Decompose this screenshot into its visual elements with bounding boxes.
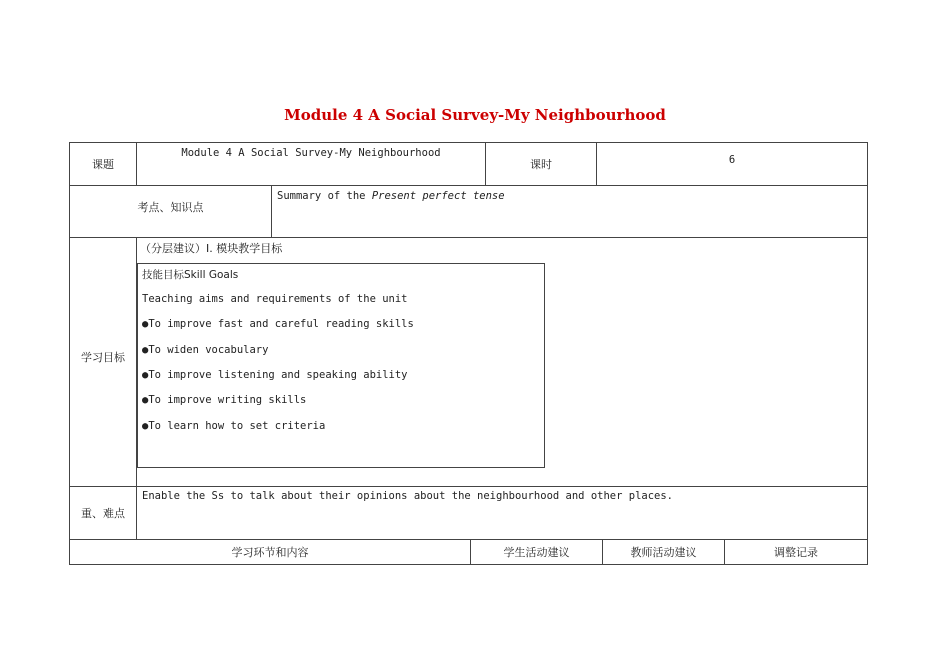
period-label: 课时 bbox=[530, 158, 552, 171]
topic-label: 课题 bbox=[92, 158, 114, 171]
table-border-top bbox=[69, 142, 868, 143]
goal-item: ●To improve writing skills bbox=[142, 394, 307, 406]
row-divider-2 bbox=[69, 237, 868, 238]
header-learning-content: 学习环节和内容 bbox=[231, 546, 309, 559]
key-points-content bbox=[277, 190, 862, 202]
difficulties-content: Enable the Ss to talk about their opinions about the neighbourhood and other places. bbox=[142, 490, 674, 502]
goal-item: ●To improve fast and careful reading skills bbox=[142, 318, 414, 330]
topic-value: Module 4 A Social Survey-My Neighbourhood bbox=[181, 147, 441, 159]
table-border-right bbox=[867, 142, 868, 565]
table-border-bottom bbox=[69, 564, 868, 565]
objectives-label: 学习目标 bbox=[81, 351, 125, 364]
key-points-prefix: Summary of the bbox=[277, 190, 372, 202]
skill-goals-heading: 技能目标Skill Goals bbox=[142, 269, 239, 281]
row-divider-3 bbox=[69, 486, 868, 487]
difficulties-label: 重、难点 bbox=[81, 507, 125, 520]
header-student-activities: 学生活动建议 bbox=[503, 546, 570, 559]
key-points-label: 考点、知识点 bbox=[137, 201, 204, 214]
skill-goals-subheading: Teaching aims and requirements of the unit bbox=[142, 293, 408, 305]
row2-col-divider bbox=[271, 185, 272, 237]
document-title: Module 4 A Social Survey-My Neighbourhood bbox=[284, 106, 666, 124]
goal-item: ●To learn how to set criteria bbox=[142, 420, 326, 432]
goal-item: ●To widen vocabulary bbox=[142, 344, 269, 356]
goal-item: ●To improve listening and speaking ability bbox=[142, 369, 408, 381]
objectives-intro: （分层建议）Ⅰ. 模块教学目标 bbox=[140, 242, 283, 255]
period-value: 6 bbox=[728, 154, 736, 166]
key-points-emphasis: Present perfect tense bbox=[371, 190, 505, 202]
header-adjustment-record: 调整记录 bbox=[774, 546, 818, 559]
header-teacher-activities: 教师活动建议 bbox=[630, 546, 697, 559]
